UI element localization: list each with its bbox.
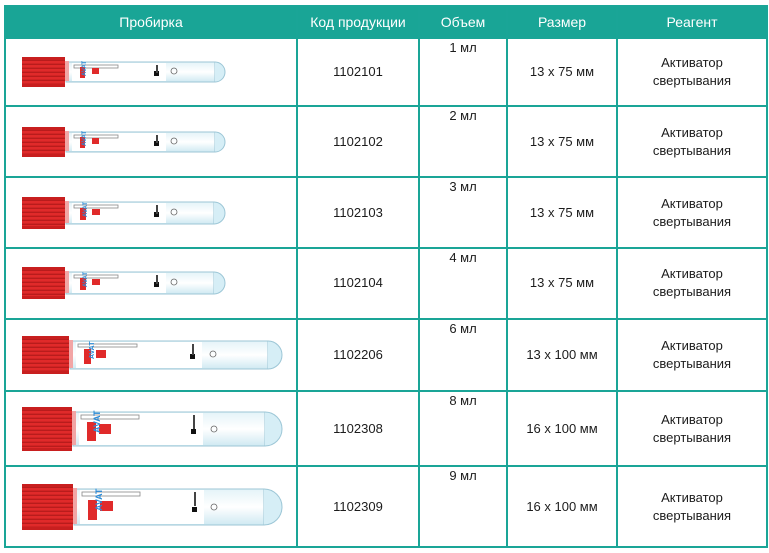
tube-brand-text: AVAT — [82, 61, 88, 77]
table-row — [5, 248, 767, 318]
reagent-line-2: свертывания — [652, 507, 732, 523]
blood-tube-image — [22, 407, 286, 451]
blood-tube-image — [22, 197, 229, 229]
reagent-line-2: свертывания — [652, 355, 732, 371]
reagent — [617, 177, 767, 248]
reagent — [617, 466, 767, 547]
size: 13 x 75 мм — [507, 106, 617, 176]
tube-brand-text: AVAT — [83, 272, 89, 288]
table-row — [5, 38, 767, 106]
table-row — [5, 177, 767, 248]
volume: 2 мл — [419, 106, 507, 176]
table-row — [5, 106, 767, 176]
tube-brand-text: AVAT — [89, 341, 96, 359]
product-code: 1102308 — [297, 391, 419, 466]
table-header-row — [5, 6, 767, 38]
header-tube: Пробирка — [5, 6, 297, 38]
reagent — [617, 248, 767, 318]
volume: 1 мл — [419, 38, 507, 106]
product-code: 1102103 — [297, 177, 419, 248]
table-row — [5, 319, 767, 391]
header-size: Размер — [507, 6, 617, 38]
blood-tube-image — [22, 484, 286, 530]
size: 13 x 75 мм — [507, 38, 617, 106]
reagent-line-1: Активатор — [661, 489, 723, 505]
reagent-line-1: Активатор — [661, 411, 723, 427]
reagent-line-2: свертывания — [652, 213, 732, 229]
reagent-line-2: свертывания — [652, 429, 732, 445]
product-code: 1102101 — [297, 38, 419, 106]
blood-tube-image — [22, 127, 229, 157]
reagent — [617, 38, 767, 106]
reagent-line-1: Активатор — [661, 337, 723, 353]
header-reagent: Реагент — [617, 6, 767, 38]
reagent — [617, 319, 767, 391]
size: 13 x 75 мм — [507, 177, 617, 248]
product-code: 1102102 — [297, 106, 419, 176]
reagent — [617, 391, 767, 466]
volume: 8 мл — [419, 391, 507, 466]
size: 16 x 100 мм — [507, 466, 617, 547]
blood-tube-image — [22, 336, 286, 374]
tube-image-cell — [5, 391, 297, 466]
tube-image-cell — [5, 38, 297, 106]
volume: 6 мл — [419, 319, 507, 391]
volume: 4 мл — [419, 248, 507, 318]
blood-tube-image — [22, 267, 229, 299]
header-code: Код продукции — [297, 6, 419, 38]
reagent-line-2: свертывания — [652, 73, 732, 89]
tube-image-cell — [5, 319, 297, 391]
reagent-line-1: Активатор — [661, 55, 723, 71]
size: 13 x 75 мм — [507, 248, 617, 318]
tube-image-cell — [5, 248, 297, 318]
reagent-line-1: Активатор — [661, 195, 723, 211]
table-row — [5, 391, 767, 466]
product-code: 1102309 — [297, 466, 419, 547]
reagent-line-1: Активатор — [661, 266, 723, 282]
size: 13 x 100 мм — [507, 319, 617, 391]
tube-brand-text: AVAT — [83, 201, 89, 217]
reagent-line-1: Активатор — [661, 124, 723, 140]
volume: 9 мл — [419, 466, 507, 547]
product-table — [4, 5, 768, 548]
tube-brand-text: AVAT — [92, 410, 102, 433]
reagent — [617, 106, 767, 176]
reagent-line-2: свертывания — [652, 142, 732, 158]
product-code: 1102206 — [297, 319, 419, 391]
tube-image-cell — [5, 177, 297, 248]
tube-image-cell — [5, 466, 297, 547]
table-row — [5, 466, 767, 547]
tube-brand-text: AVAT — [94, 488, 104, 511]
tube-image-cell — [5, 106, 297, 176]
header-volume: Объем — [419, 6, 507, 38]
product-code: 1102104 — [297, 248, 419, 318]
size: 16 x 100 мм — [507, 391, 617, 466]
reagent-line-2: свертывания — [652, 284, 732, 300]
volume: 3 мл — [419, 177, 507, 248]
blood-tube-image — [22, 57, 229, 87]
tube-brand-text: AVAT — [82, 130, 88, 146]
